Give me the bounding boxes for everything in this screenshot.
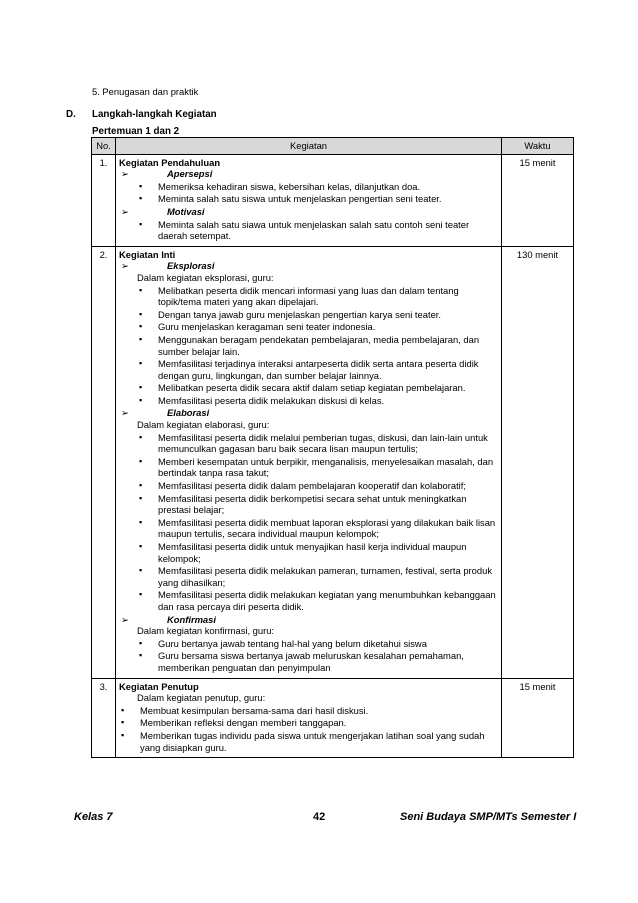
row-number: 2. — [92, 246, 116, 678]
time-cell: 130 menit — [502, 246, 574, 678]
row-number: 1. — [92, 154, 116, 246]
sub-heading — [121, 168, 498, 180]
sub-heading-label: Elaborasi — [167, 407, 210, 419]
sub-intro: Dalam kegiatan penutup, guru: — [137, 692, 266, 704]
time-cell: 15 menit — [502, 154, 574, 246]
sub-heading — [121, 206, 498, 218]
time-cell: 15 menit — [502, 678, 574, 758]
table-row — [92, 678, 574, 758]
sub-heading — [121, 407, 498, 419]
sub-heading-label: Apersepsi — [167, 168, 213, 180]
table-row — [92, 154, 574, 246]
section-heading — [66, 109, 217, 121]
list-item: ▪ Memfasilitasi peserta didik membuat laporan eksplorasi yang dilakukan baik lisan maupun tertulis, secara individual maupun kelompok; — [137, 517, 498, 540]
list-item: ▪ Meminta salah satu siswa untuk menjelaskan pengertian seni teater. — [137, 193, 498, 205]
sub-heading-label: Eksplorasi — [167, 260, 215, 272]
sub-heading-label: Konfirmasi — [167, 613, 216, 625]
sub-intro: Dalam kegiatan elaborasi, guru: — [137, 419, 270, 431]
list-item: ▪ Memberi kesempatan untuk berpikir, menganalisis, menyelesaikan masalah, dan bertindak tanpa rasa takut; — [137, 456, 498, 479]
arrowhead-bullet-icon: ➢ — [121, 205, 129, 217]
footer-book-title: Seni Budaya SMP/MTs Semester I — [400, 811, 577, 823]
list-item: ▪ Memfasilitasi peserta didik melakukan diskusi di kelas. — [137, 395, 498, 407]
phase-title: Kegiatan Pendahuluan — [119, 156, 221, 168]
list-item: ▪ Meminta salah satu siawa untuk menjelaskan salah satu contoh seni teater daerah setempat. — [137, 219, 498, 242]
sub-intro: Dalam kegiatan konfirmasi, guru: — [137, 625, 275, 637]
list-item: ▪ Memberikan tugas individu pada siswa untuk mengerjakan latihan soal yang sudah yang disiapkan guru. — [119, 730, 498, 753]
previous-list-item: 5. Penugasan dan praktik — [92, 86, 199, 97]
list-item: ▪ Memberikan refleksi dengan memberi tanggapan. — [119, 717, 498, 729]
list-item: ▪ Guru menjelaskan keragaman seni teater indonesia. — [137, 321, 498, 333]
sub-heading — [121, 614, 498, 626]
header-no: No. — [92, 138, 116, 155]
list-item: ▪ Guru bersama siswa bertanya jawab meluruskan kesalahan pemahaman, memberikan penguatan dan penyimpulan — [137, 650, 498, 673]
arrowhead-bullet-icon: ➢ — [121, 168, 129, 180]
activities-table — [91, 137, 574, 758]
phase-title: Kegiatan Inti — [119, 248, 176, 260]
page-number: 42 — [313, 811, 326, 823]
list-item: ▪ Memfasilitasi peserta didik melakukan pameran, turnamen, festival, serta produk yang dihasilkan; — [137, 565, 498, 588]
list-item: ▪ Guru bertanya jawab tentang hal-hal yang belum diketahui siswa — [137, 638, 498, 650]
list-item: ▪ Memfasilitasi peserta didik berkompetisi secara sehat untuk meningkatkan prestasi belajar; — [137, 493, 498, 516]
list-item: ▪ Dengan tanya jawab guru menjelaskan pengertian karya seni teater. — [137, 309, 498, 321]
footer-class-label: Kelas 7 — [74, 811, 113, 823]
section-letter: D. — [66, 109, 76, 120]
list-item: ▪ Memfasilitasi terjadinya interaksi antarpeserta didik serta antara peserta didik dengan guru, lingkungan, dan sumber belajar lainnya. — [137, 358, 498, 381]
meeting-label: Pertemuan 1 dan 2 — [92, 126, 180, 137]
activity-cell — [116, 678, 502, 758]
list-item: ▪ Melibatkan peserta didik mencari informasi yang luas dan dalam tentang topik/tema materi yang akan dipelajari. — [137, 285, 498, 308]
sub-heading — [121, 260, 498, 272]
arrowhead-bullet-icon: ➢ — [121, 613, 129, 625]
list-item: ▪ Membuat kesimpulan bersama-sama dari hasil diskusi. — [119, 705, 498, 717]
header-time: Waktu — [502, 138, 574, 155]
section-title: Langkah-langkah Kegiatan — [92, 109, 217, 120]
list-item: ▪ Menggunakan beragam pendekatan pembelajaran, media pembelajaran, dan sumber belajar lain. — [137, 334, 498, 357]
activity-cell — [116, 246, 502, 678]
table-row — [92, 246, 574, 678]
table-header-row — [92, 138, 574, 155]
list-item: ▪ Memfasilitasi peserta didik untuk menyajikan hasil kerja individual maupun kelompok; — [137, 541, 498, 564]
activity-cell — [116, 154, 502, 246]
row-number: 3. — [92, 678, 116, 758]
list-item: ▪ Melibatkan peserta didik secara aktif dalam setiap kegiatan pembelajaran. — [137, 382, 498, 394]
sub-intro: Dalam kegiatan eksplorasi, guru: — [137, 271, 274, 283]
header-activity: Kegiatan — [116, 138, 502, 155]
list-item: ▪ Memfasilitasi peserta didik dalam pembelajaran kooperatif dan kolaboratif; — [137, 480, 498, 492]
arrowhead-bullet-icon: ➢ — [121, 407, 129, 419]
sub-heading-label: Motivasi — [167, 205, 205, 217]
list-item: ▪ Memeriksa kehadiran siswa, kebersihan kelas, dilanjutkan doa. — [137, 181, 498, 193]
phase-title: Kegiatan Penutup — [119, 680, 199, 692]
list-item: ▪ Memfasilitasi peserta didik melalui pemberian tugas, diskusi, dan lain-lain untuk memunculkan gagasan baru baik secara lisan maupun tertulis; — [137, 432, 498, 455]
arrowhead-bullet-icon: ➢ — [121, 260, 129, 272]
list-item: ▪ Memfasilitasi peserta didik melakukan kegiatan yang menumbuhkan kebanggaan dan rasa percaya diri peserta didik. — [137, 589, 498, 612]
